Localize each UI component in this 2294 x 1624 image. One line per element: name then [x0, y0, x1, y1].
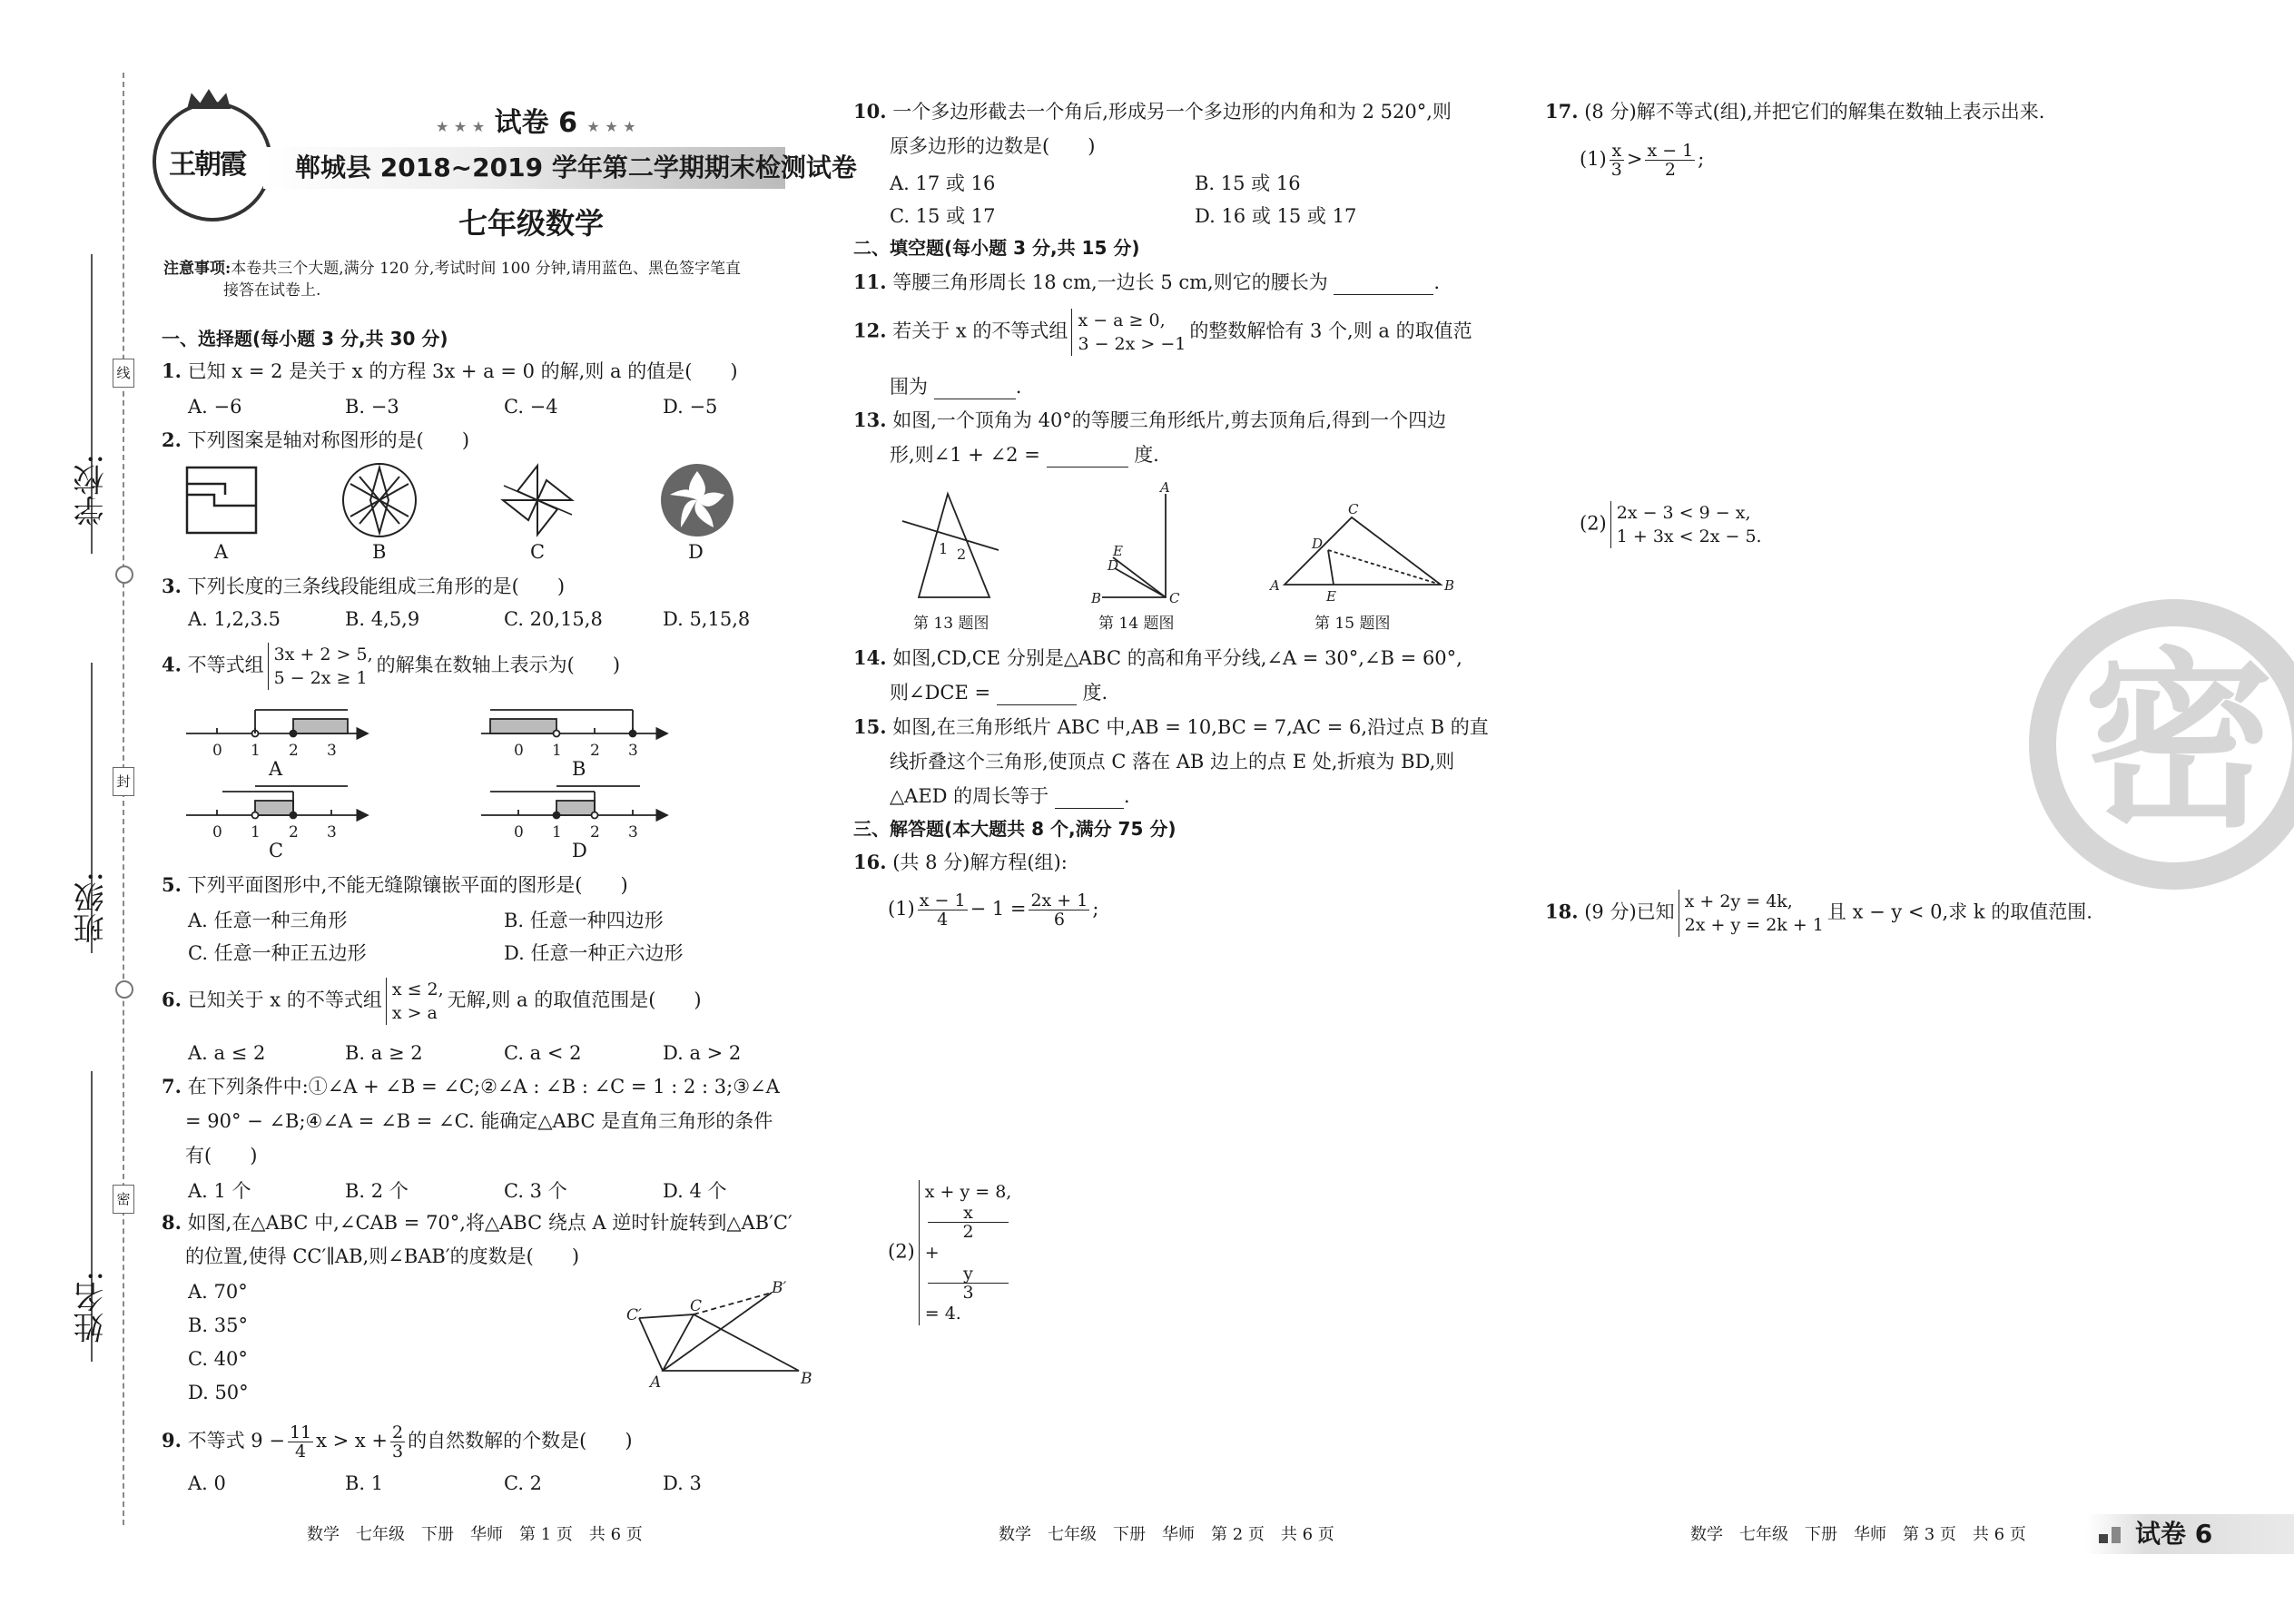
question-8-line2: 的位置,使得 CC′∥AB,则∠BAB′的度数是( ) — [185, 1245, 580, 1267]
q8-option-c[interactable]: C. 40° — [188, 1348, 248, 1370]
ring-icon — [115, 980, 133, 999]
q2-label-b: B — [372, 541, 387, 563]
star-icon: ★ ★ ★ — [436, 118, 486, 135]
q17-part2: (2) 2x − 3 < 9 − x, 1 + 3x < 2x − 5. — [1580, 503, 1762, 546]
question-7-line2: = 90° − ∠B;④∠A = ∠B = ∠C. 能确定△ABC 是直角三角形的条件 — [185, 1110, 773, 1132]
q1-option-c[interactable]: C. −4 — [504, 396, 558, 418]
answer-blank[interactable] — [1055, 784, 1124, 809]
figure-15-caption: 第 15 题图 — [1314, 615, 1391, 633]
fraction: $\frac{2}{3}$ — [392, 1422, 404, 1462]
q3-option-c[interactable]: C. 20,15,8 — [504, 608, 603, 630]
paper-tag: ★ ★ ★ 试卷 6 ★ ★ ★ — [436, 107, 636, 139]
q4-label-a: A — [269, 758, 283, 780]
q10-option-c[interactable]: C. 15 或 17 — [890, 205, 996, 227]
q2-figures — [182, 458, 753, 549]
q5-option-a[interactable]: A. 任意一种三角形 — [188, 910, 348, 931]
point-label: A — [1160, 481, 1170, 496]
tick-label: 1 — [552, 742, 562, 760]
tick-label: 2 — [289, 742, 299, 760]
tick-label: 1 — [251, 823, 261, 842]
notice: 注意事项:本卷共三个大题,满分 120 分,考试时间 100 分钟,请用蓝色、黑色签字笔直 — [163, 260, 742, 278]
tick-label: 2 — [289, 823, 299, 842]
q4-line-a[interactable] — [186, 710, 368, 737]
logo-text: 王朝霞 — [169, 149, 245, 181]
q3-option-b[interactable]: B. 4,5,9 — [345, 608, 420, 630]
q2-figure-b[interactable] — [343, 464, 416, 536]
q16-part1: (1) $\frac{x - 1}{4}$ − 1 = $\frac{2x + 1}{6}$ ; — [888, 891, 1099, 930]
figure-13-caption: 第 13 题图 — [913, 615, 989, 633]
footer-page-3: 数学 七年级 下册 华师 第 3 页 共 6 页 — [1690, 1525, 2026, 1544]
square-icon — [2099, 1534, 2108, 1543]
q9-option-a[interactable]: A. 0 — [188, 1472, 226, 1494]
point-label: A — [1270, 577, 1280, 594]
q16-part2: (2) x + y = 8, x 2 + y 3 = 4. — [888, 1182, 1012, 1324]
q2-label-a: A — [214, 541, 229, 563]
q3-option-d[interactable]: D. 5,15,8 — [663, 608, 751, 630]
q12-system: x − a ≥ 0, 3 − 2x > −1 — [1071, 309, 1186, 356]
q8-option-b[interactable]: B. 35° — [188, 1314, 249, 1336]
seal-char-2: 封 — [113, 767, 134, 796]
seal-watermark — [2029, 599, 2294, 890]
seal-char-1: 线 — [113, 359, 134, 388]
tick-label: 0 — [212, 823, 222, 842]
point-label: C — [1348, 501, 1359, 517]
point-label: D — [1108, 557, 1119, 574]
q4-system: 3x + 2 > 5, 5 − 2x ≥ 1 — [268, 643, 373, 690]
tick-label: 0 — [514, 742, 524, 760]
q2-figure-c[interactable] — [503, 466, 572, 535]
question-4: 4. 不等式组 3x + 2 > 5, 5 − 2x ≥ 1 的解集在数轴上表示为( ) — [162, 645, 621, 688]
logo-badge — [153, 102, 272, 221]
fraction: $\frac{2x + 1}{6}$ — [1030, 891, 1088, 930]
point-label: E — [1326, 588, 1336, 605]
figure-13 — [899, 481, 1017, 608]
question-15-line3: △AED 的周长等于 . — [890, 785, 1130, 807]
q5-option-d[interactable]: D. 任意一种正六边形 — [504, 942, 684, 964]
q6-option-a[interactable]: A. a ≤ 2 — [188, 1042, 266, 1064]
q18-system: x + 2y = 4k, 2x + y = 2k + 1 — [1679, 890, 1824, 937]
tick-label: 1 — [552, 823, 562, 842]
answer-blank[interactable] — [997, 681, 1077, 705]
q10-option-a[interactable]: A. 17 或 16 — [890, 172, 996, 194]
question-9: 9. 不等式 9 − $\frac{11}{4}$ x > x + $\frac{2}{3}$ 的自然数解的个数是( ) — [162, 1422, 633, 1462]
tick-label: 1 — [251, 742, 261, 760]
tick-label: 2 — [590, 823, 600, 842]
question-2: 2. 下列图案是轴对称图形的是( ) — [162, 428, 470, 451]
q10-option-d[interactable]: D. 16 或 15 或 17 — [1195, 205, 1357, 227]
main-title: 郸城县 2018~2019 学年第二学期期末检测试卷 — [295, 153, 857, 182]
q4-line-b[interactable] — [481, 710, 667, 737]
point-label: A — [650, 1373, 662, 1392]
section-3-heading: 三、解答题(本大题共 8 个,满分 75 分) — [853, 818, 1177, 840]
seal-watermark-char: 密 — [2083, 631, 2275, 853]
q7-option-b[interactable]: B. 2 个 — [345, 1180, 409, 1202]
q8-figure — [617, 1280, 826, 1393]
answer-blank[interactable] — [1334, 271, 1433, 295]
tick-label: 0 — [212, 742, 222, 760]
q7-option-c[interactable]: C. 3 个 — [504, 1180, 567, 1202]
point-label: C′ — [626, 1306, 642, 1324]
q2-figure-d[interactable] — [661, 464, 733, 536]
question-7: 7. 在下列条件中:①∠A + ∠B = ∠C;②∠A : ∠B : ∠C = 1 : 2 : 3;③∠A — [162, 1075, 780, 1097]
question-10: 10. 一个多边形截去一个角后,形成另一个多边形的内角和为 2 520°,则 — [853, 100, 1452, 123]
q17-system: 2x − 3 < 9 − x, 1 + 3x < 2x − 5. — [1610, 501, 1762, 548]
question-1: 1. 已知 x = 2 是关于 x 的方程 3x + a = 0 的解,则 a 的值是( ) — [162, 359, 738, 382]
point-label: D — [1312, 536, 1324, 552]
question-11: 11. 等腰三角形周长 18 cm,一边长 5 cm,则它的腰长为 . — [853, 271, 1441, 293]
question-17: 17. (8 分)解不等式(组),并把它们的解集在数轴上表示出来. — [1545, 100, 2045, 123]
name-label: 姓名: — [74, 1271, 110, 1343]
fraction: $\frac{x - 1}{4}$ — [919, 891, 966, 930]
q17-part1: (1) $\frac{x}{3}$ > $\frac{x - 1}{2}$ ; — [1580, 141, 1705, 180]
angle-label: 2 — [957, 546, 967, 563]
q6-system: x ≤ 2, x > a — [386, 978, 444, 1025]
binding-line — [123, 73, 124, 1525]
q4-line-d[interactable] — [481, 786, 667, 819]
q9-option-b[interactable]: B. 1 — [345, 1472, 384, 1494]
figure-15 — [1266, 499, 1466, 608]
question-16: 16. (共 8 分)解方程(组): — [853, 851, 1068, 873]
question-13-line2: 形,则∠1 + ∠2 = 度. — [890, 444, 1159, 466]
tick-label: 0 — [514, 823, 524, 842]
point-label: C — [1169, 590, 1180, 606]
q10-option-b[interactable]: B. 15 或 16 — [1195, 172, 1301, 194]
q5-option-b[interactable]: B. 任意一种四边形 — [504, 910, 664, 931]
q9-option-d[interactable]: D. 3 — [663, 1472, 702, 1494]
fraction: $\frac{x}{3}$ — [1610, 141, 1622, 180]
q4-label-b: B — [572, 758, 586, 780]
q2-label-c: C — [530, 541, 546, 563]
notice-line2: 接答在试卷上. — [223, 281, 321, 300]
class-label: 班级: — [74, 871, 110, 944]
q1-option-b[interactable]: B. −3 — [345, 396, 399, 418]
figure-14 — [1089, 481, 1189, 608]
seal-char-3: 密 — [113, 1185, 134, 1214]
footer-page-2: 数学 七年级 下册 华师 第 2 页 共 6 页 — [999, 1525, 1334, 1544]
square-icon — [2112, 1527, 2121, 1543]
answer-blank[interactable] — [1047, 443, 1128, 468]
question-8: 8. 如图,在△ABC 中,∠CAB = 70°,将△ABC 绕点 A 逆时针旋转到△AB′C′ — [162, 1211, 793, 1234]
tick-label: 3 — [628, 742, 638, 760]
point-label: B — [801, 1370, 812, 1388]
point-label: E — [1113, 543, 1123, 559]
q4-number-lines — [177, 697, 685, 861]
question-12-line2: 围为 . — [890, 376, 1022, 398]
figure-14-caption: 第 14 题图 — [1098, 615, 1175, 633]
q6-option-b[interactable]: B. a ≥ 2 — [345, 1042, 423, 1064]
q1-option-a[interactable]: A. −6 — [188, 396, 242, 418]
q2-figure-a[interactable] — [187, 468, 256, 533]
fraction: $\frac{11}{4}$ — [289, 1422, 312, 1462]
q1-option-d[interactable]: D. −5 — [663, 396, 718, 418]
answer-blank[interactable] — [934, 375, 1016, 399]
tick-label: 2 — [590, 742, 600, 760]
question-3: 3. 下列长度的三条线段能组成三角形的是( ) — [162, 575, 566, 597]
q7-option-a[interactable]: A. 1 个 — [188, 1180, 251, 1202]
star-icon: ★ ★ ★ — [586, 118, 636, 135]
question-14: 14. 如图,CD,CE 分别是△ABC 的高和角平分线,∠A = 30°,∠B = 60°, — [853, 646, 1462, 669]
section-2-heading: 二、填空题(每小题 3 分,共 15 分) — [853, 237, 1140, 259]
ring-icon — [115, 566, 133, 584]
q4-label-c: C — [269, 840, 284, 861]
angle-label: 1 — [939, 540, 949, 557]
fraction: x 2 — [928, 1204, 1009, 1241]
question-10-line2: 原多边形的边数是( ) — [890, 135, 1096, 157]
q16-system: x + y = 8, x 2 + y 3 = 4. — [919, 1180, 1012, 1325]
question-12: 12. 若关于 x 的不等式组 x − a ≥ 0, 3 − 2x > −1 的整数解恰有 3 个,则 a 的取值范 — [853, 310, 1472, 354]
section-1-heading: 一、选择题(每小题 3 分,共 30 分) — [162, 328, 448, 349]
question-7-line3: 有( ) — [185, 1145, 258, 1166]
question-13: 13. 如图,一个顶角为 40°的等腰三角形纸片,剪去顶角后,得到一个四边 — [853, 408, 1447, 431]
q4-label-d: D — [572, 840, 587, 861]
q3-option-a[interactable]: A. 1,2,3.5 — [188, 608, 281, 630]
q7-option-d[interactable]: D. 4 个 — [663, 1180, 727, 1202]
q2-label-d: D — [688, 541, 704, 563]
footer-page-1: 数学 七年级 下册 华师 第 1 页 共 6 页 — [307, 1525, 643, 1544]
footer-tag: 试卷 6 — [2135, 1519, 2213, 1549]
point-label: B — [1091, 590, 1102, 606]
question-15: 15. 如图,在三角形纸片 ABC 中,AB = 10,BC = 7,AC = 6,沿过点 B 的直 — [853, 715, 1489, 738]
tick-label: 3 — [628, 823, 638, 842]
point-label: C — [690, 1297, 703, 1315]
question-14-line2: 则∠DCE = 度. — [890, 682, 1108, 704]
point-label: B — [1444, 577, 1455, 594]
question-5: 5. 下列平面图形中,不能无缝隙镶嵌平面的图形是( ) — [162, 873, 628, 896]
q6-option-d[interactable]: D. a > 2 — [663, 1042, 742, 1064]
q9-option-c[interactable]: C. 2 — [504, 1472, 543, 1494]
q6-option-c[interactable]: C. a < 2 — [504, 1042, 582, 1064]
subject-title: 七年级数学 — [458, 206, 605, 241]
q5-option-c[interactable]: C. 任意一种正五边形 — [188, 942, 367, 964]
question-18: 18. (9 分)已知 x + 2y = 4k, 2x + y = 2k + 1 且 x − y < 0,求 k 的取值范围. — [1545, 891, 2092, 935]
fraction: $\frac{x - 1}{2}$ — [1647, 141, 1694, 180]
point-label: B′ — [772, 1280, 787, 1297]
q8-option-a[interactable]: A. 70° — [188, 1281, 248, 1303]
question-15-line2: 线折叠这个三角形,使顶点 C 落在 AB 边上的点 E 处,折痕为 BD,则 — [890, 751, 1455, 773]
tick-label: 3 — [327, 823, 337, 842]
q8-option-d[interactable]: D. 50° — [188, 1382, 249, 1403]
q4-line-c[interactable] — [186, 786, 368, 819]
tick-label: 3 — [327, 742, 337, 760]
question-6: 6. 已知关于 x 的不等式组 x ≤ 2, x > a 无解,则 a 的取值范围是( ) — [162, 979, 702, 1023]
school-label: 学校: — [74, 454, 110, 527]
fraction: y 3 — [928, 1265, 1009, 1302]
crown-icon — [187, 89, 231, 109]
